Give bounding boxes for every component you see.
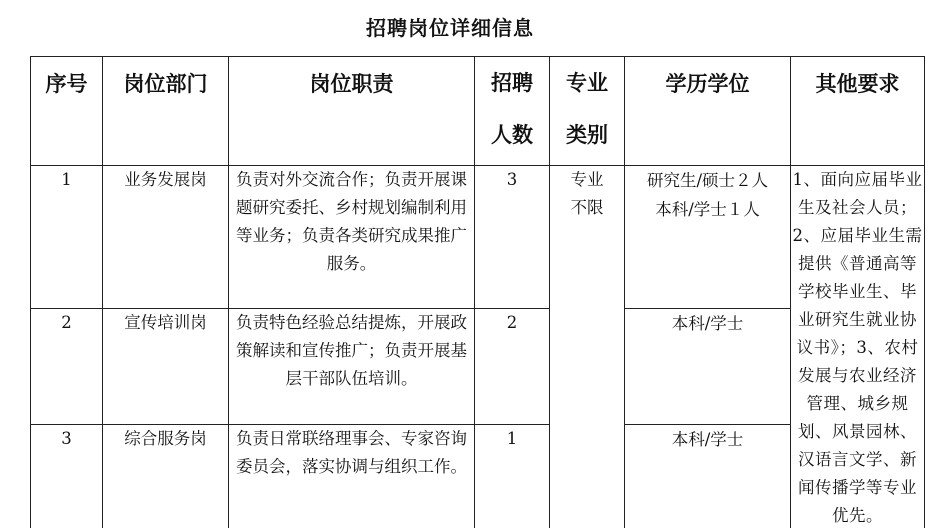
row-recruit-count: 1 [475,425,550,528]
row-recruit-count: 3 [475,166,550,309]
table-header-row [31,57,925,166]
header-recruit-count-line1: 招聘 [491,70,533,95]
major-category-cell [550,166,625,528]
document-title: 招聘岗位详细信息 [366,16,534,40]
row-index: 1 [31,166,103,309]
table-row [31,425,925,528]
row-education-line2: 本科/学士１人 [655,200,760,219]
header-major-line1: 专业 [566,70,608,95]
header-department: 岗位部门 [103,57,229,166]
row-duties: 负责特色经验总结提炼，开展政策解读和宣传推广；负责开展基层干部队伍培训。 [229,309,475,425]
other-requirements-cell: 1、面向应届毕业生及社会人员；2、应届毕业生需提供《普通高等学校毕业生、毕业研究生就业协议书》；3、农村发展与农业经济管理、城乡规划、风景园林、汉语言文学、新闻传播学等专业优先。 [791,166,925,528]
header-major-category [550,57,625,166]
header-major-line2: 类别 [566,122,608,147]
header-index: 序号 [31,57,103,166]
major-category-text: 专业不限 [570,170,604,217]
row-department: 宣传培训岗 [103,309,229,425]
table-row [31,166,925,309]
row-education-line1: 研究生/硕士２人 [646,171,769,190]
row-department: 综合服务岗 [103,425,229,528]
header-education: 学历学位 [625,57,791,166]
row-department: 业务发展岗 [103,166,229,309]
row-education [625,309,791,425]
table-row [31,309,925,425]
row-education [625,166,791,309]
job-positions-table [30,56,925,528]
row-index: 2 [31,309,103,425]
row-education-line1: 本科/学士 [671,430,744,450]
row-duties: 负责对外交流合作；负责开展课题研究委托、乡村规划编制利用等业务；负责各类研究成果推广服务。 [229,166,475,309]
row-education [625,425,791,528]
header-recruit-count-line2: 人数 [491,122,533,147]
row-recruit-count: 2 [475,309,550,425]
header-duties: 岗位职责 [229,57,475,166]
row-duties: 负责日常联络理事会、专家咨询委员会，落实协调与组织工作。 [229,425,475,528]
row-education-line1: 本科/学士 [671,314,744,334]
header-other-requirements: 其他要求 [791,57,925,166]
row-index: 3 [31,425,103,528]
header-recruit-count [475,57,550,166]
